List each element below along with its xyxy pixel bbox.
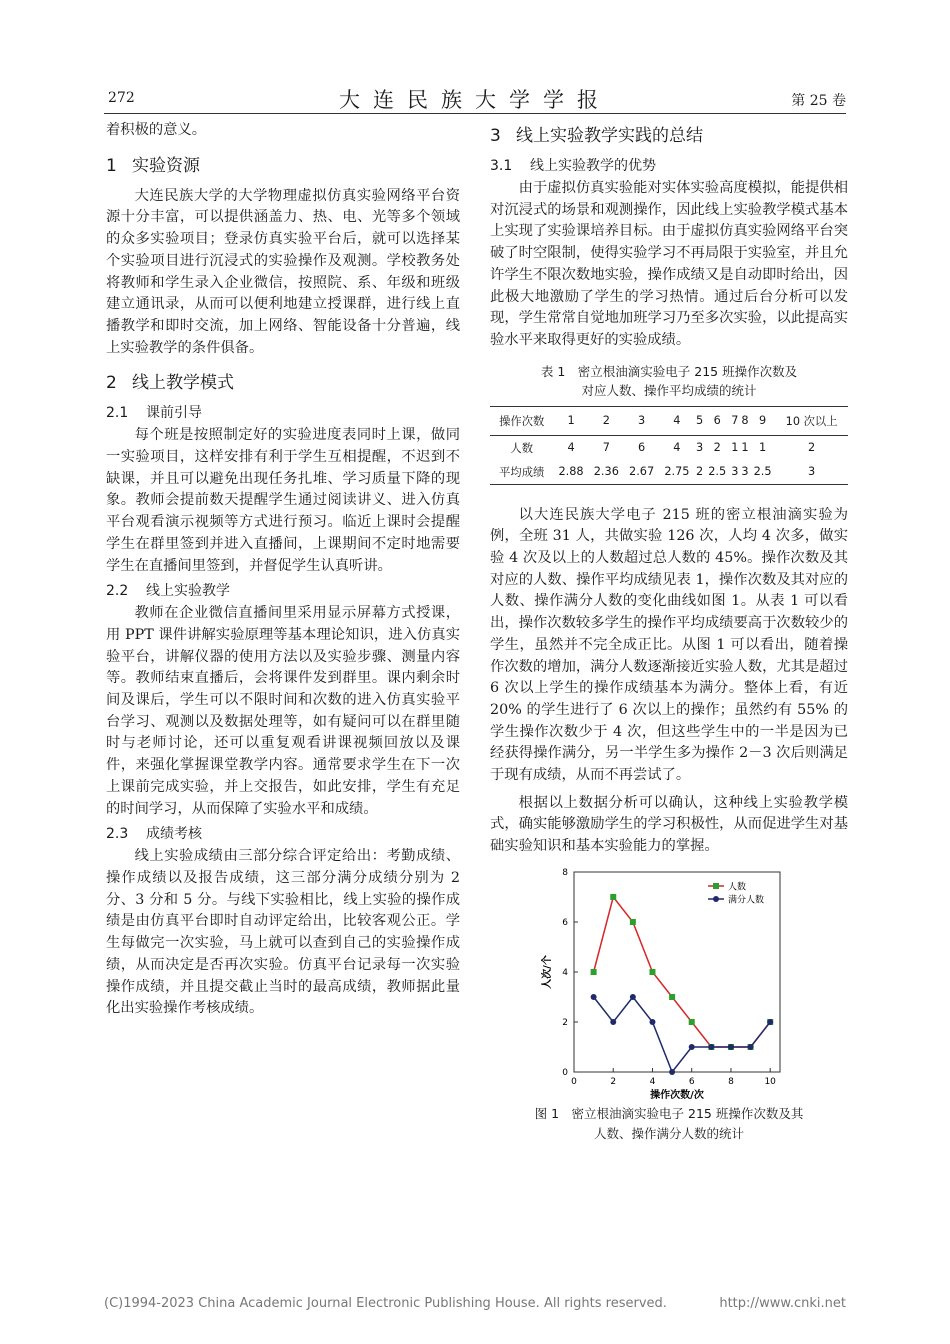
table-header-cell: 4 [659, 406, 694, 435]
table-cell: 4 [567, 441, 575, 455]
data-point [689, 1044, 695, 1050]
data-point [649, 969, 655, 975]
data-point [689, 1019, 695, 1025]
data-point [610, 1019, 616, 1025]
table-caption-line: 表 1 密立根油滴实验电子 215 班操作次数及 [540, 363, 798, 379]
paragraph: 大连民族大学的大学物理虚拟仿真实验网络平台资源十分丰富，可以提供涵盖力、热、电、光等多个领域的众多实验项目；登录仿真实验平台后，就可以选择某个实验项目进行沉浸式的实验操作及观测。学校教务处将教师和学生录入企业微信，按照院、系、年级和班级建立通讯录，从而可以便利地建立授课群，进行线上直播教学和即时交流，加上网络、智能设备十分普遍，线上实验教学的条件俱备。 [106, 187, 460, 356]
table-cell: 1 [731, 441, 739, 455]
section-title: 实验资源 [132, 155, 200, 176]
x-axis-label: 操作次数/次 [650, 1089, 704, 1101]
intro-text: 着积极的意义。 [106, 122, 207, 138]
subsection-2-1-heading [106, 403, 460, 423]
y-tick-label: 0 [562, 1067, 568, 1078]
data-point [708, 1044, 714, 1050]
data-point [630, 994, 636, 1000]
data-point [591, 994, 597, 1000]
table-cell: 2 [695, 460, 705, 485]
paragraph: 线上实验成绩由三部分综合评定给出：考勤成绩、操作成绩以及报告成绩，这三部分满分成绩分别为 2 分、3 分和 5 分。与线下实验相比，线上实验的操作成绩是由仿真平台即时自动评定给出，比较客观公正。学生每做完一次实验，马上就可以查到自己的实验操作成绩，从而决定是否再次实验。仿真平台记录每一次实验操作成绩，并且提交截止当时的最高成绩，教师据此量化出实验操作考核成绩。 [106, 848, 460, 1017]
table-row [490, 435, 848, 460]
x-tick-label: 0 [571, 1076, 577, 1087]
table-header-cell: 3 [624, 406, 659, 435]
x-tick-label: 10 [764, 1076, 776, 1087]
data-point [767, 1019, 773, 1025]
table-header-row [490, 406, 848, 435]
figure-caption [490, 1104, 848, 1144]
table-cell: 2.67 [624, 460, 659, 485]
y-tick-label: 6 [562, 917, 568, 928]
figure-caption-line: 图 1 密立根油滴实验电子 215 班操作次数及其 [534, 1105, 804, 1121]
table-header-cell: 操作次数 [490, 406, 553, 435]
paragraph: 以大连民族大学电子 215 班的密立根油滴实验为例，全班 31 人，共做实验 126 次，人均 4 次多，做实验 4 次及以上的人数超过总人数的 45%。操作次数及其对应的人数、操作平均成绩见表 1，操作次数及其对应的人数、操作满分人数的变化曲线如图 1。从表 1 可以看出，操作次数较多学生的操作平均成绩要高于次数较少的学生，虽然并不完全成正比。从图 1 可以看出，随着操作次数的增加，满分人数逐渐接近实验人数，尤其是超过 6 次以上学生的操作成绩基本为满分。整体上看，有近 20% 的学生进行了 6 次以上的操作；虽然约有 55% 的学生操作次数少于 4 次，但这些学生中的一半是因为已经获得操作满分，另一半学生多为操作 2－3 次后则满足于现有成绩，从而不再尝试了。 [490, 506, 848, 784]
table-cell: 3 [775, 460, 848, 485]
section-1-heading [106, 154, 460, 178]
section-number: 2 [106, 373, 117, 394]
legend-marker [713, 896, 719, 902]
table-cell: 2.5 [750, 460, 775, 485]
table-cell: 2.5 [705, 460, 730, 485]
table-cell: 2.36 [589, 460, 624, 485]
section-2-heading [106, 371, 460, 395]
table-header-cell: 8 [740, 406, 750, 435]
subsection-3-1-heading [490, 156, 848, 176]
line-chart [490, 864, 848, 1104]
legend-label: 满分人数 [728, 895, 765, 906]
page-number: 272 [108, 90, 135, 106]
table-cell: 1 [758, 441, 767, 455]
data-point [630, 919, 636, 925]
y-tick-label: 8 [562, 867, 568, 878]
table-cell: 2.75 [659, 460, 694, 485]
volume-label: 第 25 卷 [791, 93, 846, 109]
table-header-cell: 5 [695, 406, 705, 435]
legend-label: 人数 [728, 882, 747, 893]
right-column [490, 120, 848, 1144]
table-row [490, 460, 848, 485]
data-point [748, 1044, 754, 1050]
table-header-cell: 10 次以上 [775, 406, 848, 435]
table-header-cell: 2 [589, 406, 624, 435]
data-point [669, 1069, 675, 1075]
series-line-1 [594, 897, 771, 1047]
subsection-2-3-heading [106, 824, 460, 844]
y-tick-label: 4 [562, 967, 568, 978]
subsection-2-2-heading [106, 581, 460, 601]
section-number: 1 [106, 155, 117, 176]
table-cell: 3 [730, 460, 740, 485]
data-point [610, 894, 616, 900]
subsection-number: 2.1 [106, 405, 129, 422]
subsection-title: 线上实验教学 [146, 583, 230, 600]
subsection-title: 课前引导 [146, 405, 202, 422]
table-cell: 1 [741, 441, 749, 455]
header-rule [104, 113, 846, 114]
section-number: 3 [490, 126, 501, 146]
footer-url[interactable]: http://www.cnki.net [719, 1296, 846, 1311]
x-tick-label: 2 [610, 1076, 617, 1087]
section-3-heading [490, 124, 848, 148]
table-caption [490, 362, 848, 400]
subsection-title: 线上实验教学的优势 [530, 158, 656, 174]
y-axis-label: 人次/个 [542, 955, 553, 989]
table-cell: 2 [807, 441, 816, 455]
paragraph: 由于虚拟仿真实验能对实体实验高度模拟，能提供相对沉浸式的场景和观测操作，因此线上实验教学模式基本上实现了实验课培养目标。由于虚拟仿真实验网络平台突破了时空限制，使得实验学习不再局限于实验室，并且允许学生不限次数地实验，操作成绩又是自动即时给出，因此极大地激励了学生的学习热情。通过后台分析可以发现，学生常常自觉地加班学习乃至多次实验，以此提高实验水平来取得更好的实验成绩。 [490, 180, 848, 348]
table-header-cell: 7 [730, 406, 740, 435]
subsection-number: 2.3 [106, 826, 129, 843]
section-title: 线上实验教学实践的总结 [516, 126, 703, 146]
table-header-cell: 1 [553, 406, 588, 435]
subsection-number: 2.2 [106, 583, 129, 600]
paragraph: 每个班是按照制定好的实验进度表同时上课，做同一实验项目，这样安排有利于学生互相提醒，不迟到不缺课，并且可以避免出现任务扎堆、学习质量下降的现象。教师会提前数天提醒学生通过阅读讲义、进入仿真平台观看演示视频等方式进行预习。临近上课时会提醒学生在群里签到并进入直播间，上课期间不定时地需要学生在直播间里签到，并督促学生认真听讲。 [106, 427, 460, 574]
section-title: 线上教学模式 [132, 373, 234, 394]
table-header-cell: 9 [750, 406, 775, 435]
table-cell: 人数 [510, 441, 533, 455]
table-cell: 4 [673, 441, 681, 455]
x-tick-label: 8 [728, 1076, 734, 1087]
table-header-cell: 6 [705, 406, 730, 435]
table-cell: 2.88 [553, 460, 588, 485]
data-point [649, 1019, 655, 1025]
data-point [591, 969, 597, 975]
stats-table [490, 406, 848, 485]
x-tick-label: 6 [688, 1076, 695, 1087]
page-footer [104, 1296, 846, 1311]
series-line-2 [594, 997, 771, 1072]
left-column [106, 120, 460, 1020]
legend-marker [713, 883, 719, 889]
data-point [728, 1044, 734, 1050]
table-cell: 6 [638, 441, 646, 455]
x-tick-label: 4 [649, 1076, 656, 1087]
table-cell: 平均成绩 [490, 460, 553, 485]
copyright-notice: (C)1994-2023 China Academic Journal Electronic Publishing House. All rights reserved. [104, 1296, 667, 1311]
figure-caption-line: 人数、操作满分人数的统计 [593, 1125, 744, 1141]
table-cell: 7 [602, 441, 610, 455]
y-tick-label: 2 [562, 1017, 568, 1028]
paragraph: 教师在企业微信直播间里采用显示屏幕方式授课，用 PPT 课件讲解实验原理等基本理论知识，进入仿真实验平台，讲解仪器的使用方法以及实验步骤、测量内容等。教师结束直播后，会将课件发到群里。课内剩余时间及课后，学生可以不限时间和次数的进入仿真实验平台学习、观测以及数据处理等，如有疑问可以在群里随时与老师讨论，还可以重复观看讲课视频回放以及课件，来强化掌握课堂教学内容。通常要求学生在下一次上课前完成实验，并上交报告，如此安排，学生有充足的时间学习，从而保障了实验水平和成绩。 [106, 605, 460, 817]
subsection-title: 成绩考核 [146, 826, 202, 843]
table-cell: 2 [713, 441, 721, 455]
journal-title: 大连民族大学学报 [339, 88, 611, 112]
table-cell: 3 [740, 460, 750, 485]
table-cell: 3 [695, 441, 704, 455]
paragraph: 根据以上数据分析可以确认，这种线上实验教学模式，确实能够激励学生的学习积极性，从而促进学生对基础实验知识和基本实验能力的掌握。 [490, 794, 848, 855]
data-point [669, 994, 675, 1000]
subsection-number: 3.1 [490, 158, 513, 174]
table-caption-line: 对应人数、操作平均成绩的统计 [581, 382, 757, 398]
figure-1 [490, 864, 848, 1104]
